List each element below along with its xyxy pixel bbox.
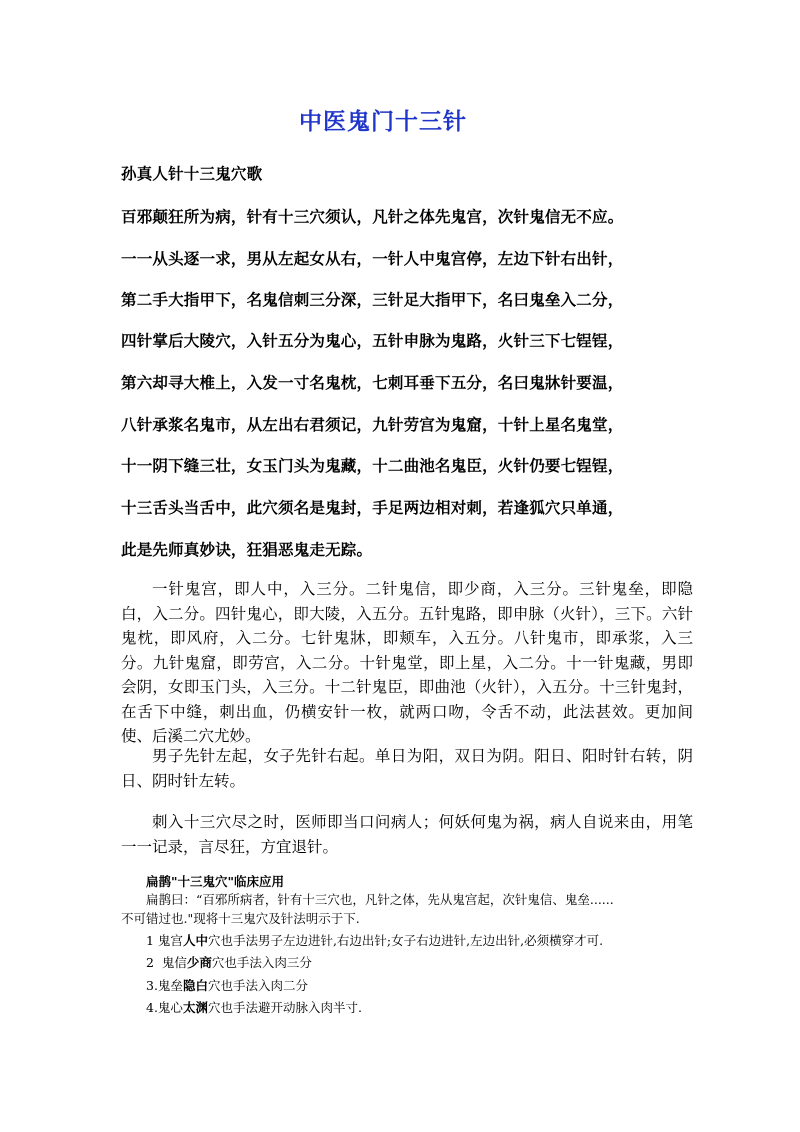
song-line: 第六却寻大椎上，入发一寸名鬼枕，七刺耳垂下五分，名曰鬼牀针要温， <box>121 373 624 392</box>
page-title: 中医鬼门十三针 <box>299 108 467 135</box>
song-heading: 孙真人针十三鬼穴歌 <box>121 164 263 183</box>
song-line: 八针承浆名鬼市，从左出右君须记，九针劳宫为鬼窟，十针上星名鬼堂， <box>121 415 624 434</box>
song-line: 百邪颠狂所为病，针有十三穴须认，凡针之体先鬼宫，次针鬼信无不应。 <box>121 207 624 226</box>
song-line: 四针掌后大陵穴，入针五分为鬼心，五针申脉为鬼路，火针三下七锃锃， <box>121 331 624 350</box>
song-line: 一一从头逐一求，男从左起女从右，一针人中鬼宫停，左边下针右出针， <box>121 249 624 268</box>
paragraph-procedure: 刺入十三穴尽之时，医师即当口问病人；何妖何鬼为祸，病人自说来由，用笔一一记录，言尽狂，方宜退针。 <box>121 813 693 856</box>
clinical-item: 4.鬼心太渊穴也手法避开动脉入肉半寸. <box>146 1000 362 1015</box>
clinical-intro: 扁鹊曰：“百邪所病者，针有十三穴也，凡针之体，先从鬼宫起，次针鬼信、鬼垒...... <box>146 892 614 907</box>
paragraph-needle-list: 一针鬼宫，即人中，入三分。二针鬼信，即少商，入三分。三针鬼垒，即隐白，入二分。四针鬼心，即大陵，入五分。五针鬼路，即申脉（火针），三下。六针鬼枕，即风府，入二分。七针鬼牀，即颊车，入五分。八针鬼市，即承浆，入三分。九针鬼窟，即劳宫，入二分。十针鬼堂，即上星，入二分。十一针鬼藏，男即会阴，女即玉门头，入三分。十二针鬼臣，即曲池（火针），入五分。十三针鬼封，在舌下中缝，刺出血，仍横安针一枚，就两口吻，令舌不动，此法甚效。更加间使、后溪二穴尤妙。 <box>121 580 693 745</box>
clinical-item: 3.鬼垒隐白穴也手法入肉二分 <box>146 978 308 993</box>
song-line: 十一阴下缝三壮，女玉门头为鬼藏，十二曲池名鬼臣，火针仍要七锃锃， <box>121 456 624 475</box>
song-line: 十三舌头当舌中，此穴须名是鬼封，手足两边相对刺，若逢狐穴只单通， <box>121 498 624 517</box>
clinical-item: 1 鬼宫人中穴也手法男子左边进针,右边出针;女子右边进针,左边出针,必须横穿才可. <box>146 933 604 948</box>
clinical-item: 2 鬼信少商穴也手法入肉三分 <box>146 955 312 970</box>
clinical-heading: 扁鹊"十三鬼穴"临床应用 <box>146 874 285 889</box>
song-line: 第二手大指甲下，名鬼信刺三分深，三针足大指甲下，名曰鬼垒入二分， <box>121 290 624 309</box>
song-line: 此是先师真妙诀，狂猖恶鬼走无踪。 <box>121 540 373 559</box>
clinical-intro: 不可错过也."现将十三鬼穴及针法明示于下. <box>121 911 360 926</box>
paragraph-direction: 男子先针左起，女子先针右起。单日为阳，双日为阴。阳日、阳时针右转，阴日、阴时针左转。 <box>121 747 693 790</box>
